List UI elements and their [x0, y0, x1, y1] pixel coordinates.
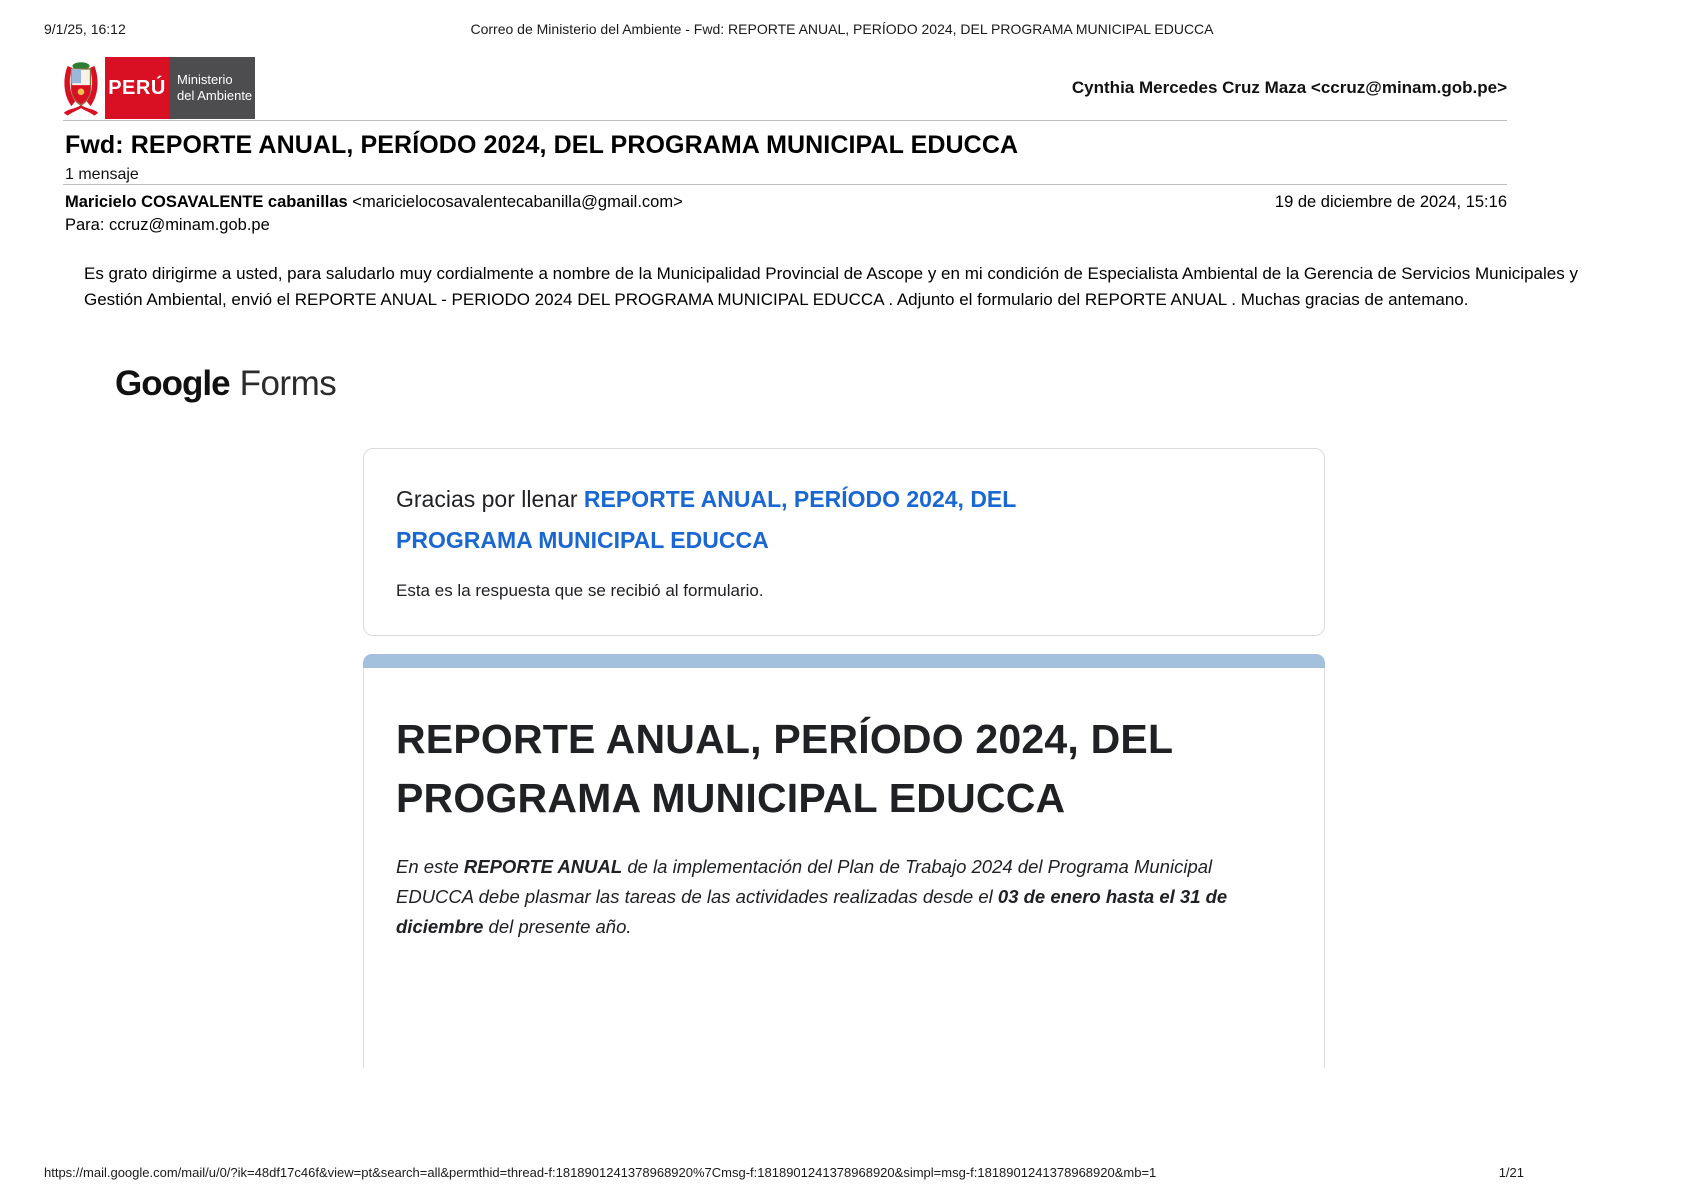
message-date: 19 de diciembre de 2024, 15:16 [1274, 193, 1507, 211]
google-wordmark: Google [115, 363, 230, 403]
subject-block [65, 131, 1507, 184]
divider-subject [63, 184, 1507, 185]
desc-text: En este [396, 856, 464, 878]
response-note: Esta es la respuesta que se recibió al formulario. [396, 580, 764, 600]
minam-logo [57, 57, 255, 119]
form-description [396, 852, 1231, 941]
print-document-title: Correo de Ministerio del Ambiente - Fwd: REPORTE ANUAL, PERÍODO 2024, DEL PROGRAMA MUNICIPAL EDUCCA [470, 21, 1214, 37]
card-theme-bar [363, 654, 1325, 668]
divider-top [63, 120, 1507, 121]
peru-coat-of-arms-icon [57, 57, 105, 119]
desc-text: del presente año. [483, 915, 632, 937]
print-timestamp: 9/1/25, 16:12 [44, 21, 126, 37]
form-response-body [363, 668, 1325, 1068]
ministry-line2: del Ambiente [177, 88, 253, 103]
message-body: Es grato dirigirme a usted, para saludarlo muy cordialmente a nombre de la Municipalidad Provincial de Ascope y en mi condición de Especialista Ambiental de la Gerencia de Servicios Municipales y Gestión Ambiental, envió el REPORTE ANUAL - PERIODO 2024 DEL PROGRAMA MUNICIPAL EDUCCA . Adjunto el formulario del REPORTE ANUAL . Muchas gracias de antemano. [84, 264, 1578, 310]
desc-bold-dates: 03 de enero hasta el 31 de diciembre [396, 886, 1228, 937]
google-forms-logo [115, 364, 1684, 404]
form-response-card [363, 654, 1325, 1068]
form-title-link[interactable]: REPORTE ANUAL, PERÍODO 2024, DEL PROGRAMA MUNICIPAL EDUCCA [396, 485, 1016, 553]
email-header-row [0, 56, 1684, 120]
print-footer [44, 1165, 1524, 1180]
account-owner: Cynthia Mercedes Cruz Maza <ccruz@minam.gob.pe> [1071, 78, 1507, 97]
message-meta-row [65, 193, 1507, 212]
ministry-line1: Ministerio [177, 72, 233, 88]
form-title: REPORTE ANUAL, PERÍODO 2024, DEL PROGRAMA MUNICIPAL EDUCCA [396, 715, 1173, 821]
thank-you-card [363, 448, 1325, 636]
message-count: 1 mensaje [65, 166, 139, 183]
email-subject: Fwd: REPORTE ANUAL, PERÍODO 2024, DEL PROGRAMA MUNICIPAL EDUCCA [65, 131, 1019, 159]
desc-text: de la implementación del Plan de Trabajo 2024 del Programa Municipal EDUCCA debe plasmar las tareas de las actividades realizadas desde el [396, 856, 1213, 908]
footer-page-number: 1/21 [1498, 1165, 1524, 1180]
sender-name: Maricielo COSAVALENTE cabanillas [65, 193, 348, 211]
peru-flag-box: PERÚ [105, 57, 169, 119]
ministry-name-box [169, 57, 255, 119]
desc-bold-report: REPORTE ANUAL [463, 856, 623, 878]
recipient-line: Para: ccruz@minam.gob.pe [65, 216, 270, 234]
thank-you-prefix: Gracias por llenar [396, 485, 584, 512]
sender-line [65, 193, 683, 212]
forms-wordmark: Forms [239, 363, 337, 403]
footer-url: https://mail.google.com/mail/u/0/?ik=48df17c46f&view=pt&search=all&permthid=thread-f:1818901241378968920%7Cmsg-f:1818901241378968920&simpl=msg-f:1818901241378968920&mb=1 [44, 1165, 1157, 1180]
sender-email: <maricielocosavalentecabanilla@gmail.com> [347, 193, 683, 211]
thank-you-text [396, 479, 1136, 561]
print-header [0, 0, 1684, 44]
